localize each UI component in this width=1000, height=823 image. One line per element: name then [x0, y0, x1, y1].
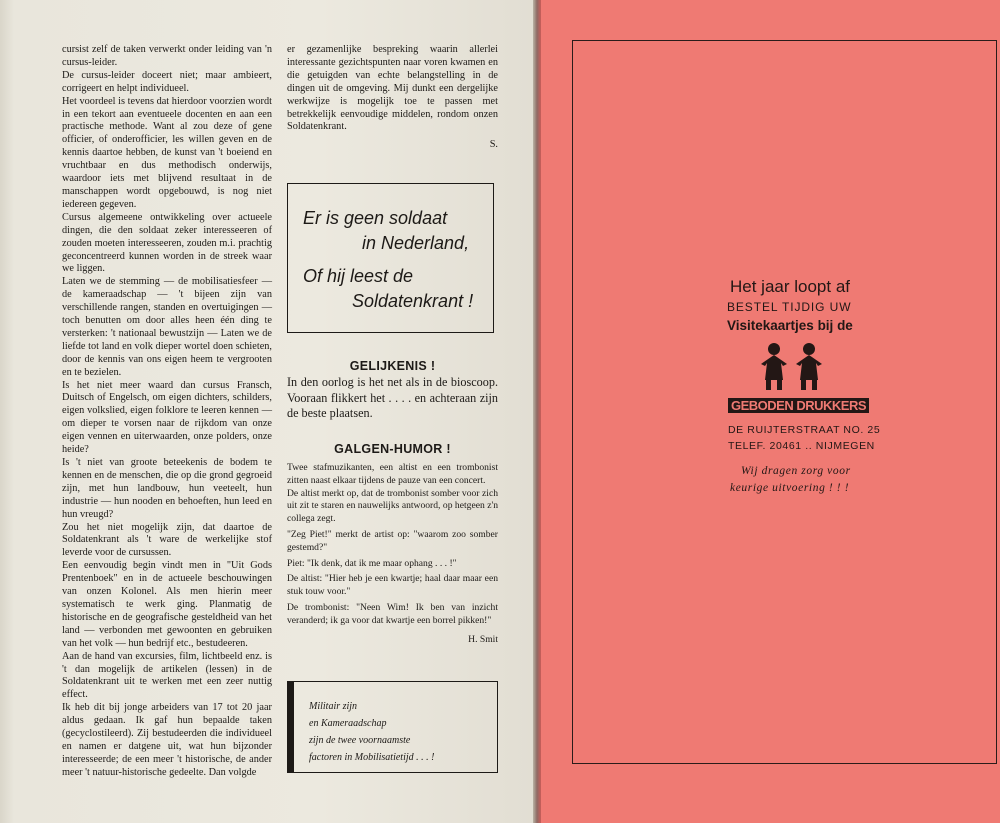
- paragraph: Een eenvoudig begin vindt men in "Uit Gods Prentenboek" en in de actueele beschouwingen van onzen Kolonel. Als men hierin meer systematisch te werk ging. Planmatig de historische en de geografische gesteldheid van het land — verbonden met gewoonten en gebruiken van het volk — hun bedrijf etc., bestudeeren.: [62, 560, 272, 649]
- ad-title: Het jaar loopt af: [730, 277, 851, 296]
- paragraph: Piet: "Ik denk, dat ik me maar ophang . . . !": [287, 557, 457, 569]
- ad-slogan: keurige uitvoering ! ! !: [730, 482, 850, 494]
- paragraph: Cursus algemeene ontwikkeling over actueele dingen, die den soldaat zeker interesseeren of zouden moeten interesseeren, zouden m.i. prachtig geconcentreerd kunnen worden in de streek waar we liggen.: [62, 211, 272, 275]
- quote-bar: [288, 682, 294, 772]
- paragraph: De cursus-leider doceert niet; maar ambieert, corrigeert en helpt individueel.: [62, 69, 272, 94]
- ad-slogan: Wij dragen zorg voor: [741, 465, 851, 477]
- paragraph: Zou het niet mogelijk zijn, dat daartoe de Soldatenkrant als 't ware de werkelijke stof leverde voor de cursussen.: [62, 521, 272, 559]
- ad-subtitle: BESTEL TIJDIG UW: [727, 300, 852, 314]
- paragraph: er gezamenlijke bespreking waarin allerlei interessante gezichtspunten naar voren kwamen en die getuigden van echte belangstelling in de dingen uit de omgeving. Mij dunkt een dergelijke werkwijze is mogelijk toe te passen met betrekkelijk eenvoudige middelen, rondom onzen Soldatenkrant.: [287, 44, 498, 133]
- poem-line: Of hij leest de: [303, 266, 414, 286]
- paragraph: Aan de hand van excursies, film, lichtbeeld enz. is 't dan mogelijk de artikelen (lessen) in de Soldatenkrant uit te werken met een zeer nuttig effect.: [62, 650, 272, 701]
- quote-line: zijn de twee voornaamste: [309, 735, 411, 746]
- poem-box: [287, 183, 494, 333]
- article-column-right: [287, 44, 498, 152]
- book-gutter: [533, 0, 541, 823]
- poem-line: Soldatenkrant !: [352, 291, 474, 311]
- quote-line: Militair zijn: [309, 701, 358, 712]
- gelijkenis-text: In den oorlog is het net als in de bioscoop. Vooraan flikkert het . . . . en achteraan zijn de beste plaatsen.: [287, 375, 498, 420]
- galgen-heading: GALGEN-HUMOR !: [334, 442, 451, 456]
- paragraph: Het voordeel is tevens dat hierdoor voorzien wordt in een tekort aan eventueele docenten en aan een practische methode. Want al zou deze of gene officier, of onderofficier, les willen geven en de kennis daartoe hebben, de kunst van 't boeiend en vruchtbaar en dus methodisch onderwijs, waardoor iets met blijvend resultaat in de manschappen wordt opgebouwd, is nog niet iedereen gegeven.: [62, 95, 272, 210]
- galgen-text: [287, 462, 498, 646]
- quote-text: [309, 698, 434, 766]
- paragraph: De altist merkt op, dat de trombonist somber voor zich uit zit te staren en nauwelijks antwoord, op hetgeen z'n collega zegt.: [287, 487, 498, 525]
- paragraph: De trombonist: "Neen Wim! Ik ben van inzicht veranderd; ik ga voor dat kwartje een borrel pikken!": [287, 601, 498, 626]
- paragraph: Laten we de stemming — de mobilisatiesfeer — de kameraadschap — 't bijeen zijn van verschillende rangen, standen en overtuigingen — toch benutten om door alles heen één ding te versterken: 't nationaal bewustzijn — Laten we de liefde tot land en volk dieper wortel doen schieten, door de kennis van ons eigen heem te vergrooten en te bezielen.: [62, 276, 272, 378]
- poem-line: in Nederland,: [362, 233, 470, 253]
- quote-box: [287, 681, 498, 773]
- author-initial: S.: [489, 139, 498, 151]
- paragraph: De altist: "Hier heb je een kwartje; haal daar maar een stuk touw voor.": [287, 573, 498, 598]
- paragraph: cursist zelf de taken verwerkt onder leiding van 'n cursus-leider.: [62, 44, 272, 68]
- ad-address: DE RUIJTERSTRAAT NO. 25: [728, 424, 881, 436]
- paragraph: Ik heb dit bij jonge arbeiders van 17 tot 20 jaar aldus gedaan. Ik gaf hun bepaalde taken (gecyclostileerd). Zij bestudeerden die individueel en namen er datgene uit, wat hun bijzonder interesseerde; de een meer 't historische, de ander meer 't natuur-historische gedeelte. Dan volgde: [62, 702, 272, 778]
- article-column-left: [62, 44, 272, 780]
- paragraph: "Zeg Piet!" merkt de artist op: "waarom zoo somber gestemd?": [287, 528, 498, 553]
- ad-brand: GEBODEN DRUKKERS: [728, 398, 869, 413]
- quote-line: en Kameraadschap: [309, 718, 387, 729]
- paragraph: Is 't niet van groote beteekenis de bodem te kennen en de menschen, die op die grond gegroeid zijn, met hun landbouw, hun veeteelt, hun industrie — hun nooden en behoeften, hun leed en hun vreugd?: [62, 457, 272, 520]
- ad-subtitle-bold: Visitekaartjes bij de: [727, 318, 853, 333]
- author-signature: H. Smit: [468, 633, 498, 645]
- gelijkenis-heading: GELIJKENIS !: [349, 359, 436, 373]
- poem-line: Er is geen soldaat: [303, 208, 448, 228]
- printers-logo-icon: [757, 342, 827, 392]
- paragraph: Is het niet meer waard dan cursus Fransch, Duitsch of Engelsch, om eigen dichters, schilders, eigen volkslied, eigen folklore te leeren kennen — om dieper te vorsen naar de rijkdom van onze eigen vennen en uiterwaarden, onze polders, onze heide?: [62, 379, 272, 456]
- paragraph: Twee stafmuzikanten, een altist en een trombonist zitten naast elkaar tijdens de pauze van een concert.: [287, 462, 498, 486]
- ad-phone: TELEF. 20461 .. NIJMEGEN: [728, 440, 875, 452]
- quote-line: factoren in Mobilisatietijd . . . !: [309, 752, 435, 763]
